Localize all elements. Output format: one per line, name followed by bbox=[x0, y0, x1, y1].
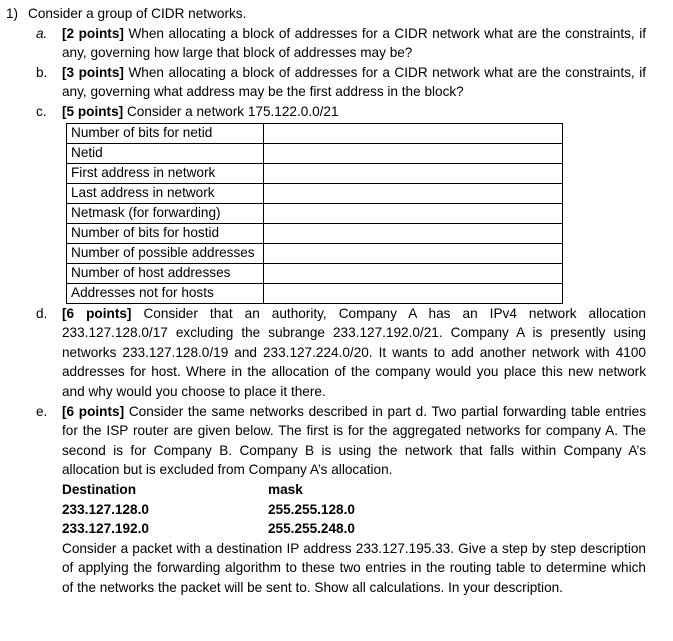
forwarding-entry bbox=[62, 500, 646, 520]
mask-value: 255.255.248.0 bbox=[268, 521, 355, 537]
part-e-closing: Consider a packet with a destination IP address 233.127.195.33. Give a step by step description of applying the forwarding algorithm to these two entries in the routing table to determine which of the networks the packet will be sent to. Show all calculations. In your description. bbox=[62, 540, 646, 595]
table-row bbox=[67, 143, 563, 163]
forwarding-table-header bbox=[62, 480, 646, 500]
part-c bbox=[32, 102, 646, 122]
table-row bbox=[67, 223, 563, 243]
network-table bbox=[66, 123, 563, 304]
row-label: Number of bits for hostid bbox=[67, 223, 264, 243]
table-row bbox=[67, 243, 563, 263]
part-c-points: [5 points] bbox=[62, 103, 124, 119]
part-c-label: c. bbox=[36, 103, 47, 119]
part-c-text: Consider a network 175.122.0.0/21 bbox=[123, 103, 339, 119]
part-a-text: When allocating a block of addresses for a CIDR network what are the constraints, if any, governing how large that block of addresses may be? bbox=[62, 25, 646, 61]
table-row bbox=[67, 123, 563, 143]
part-a-label: a. bbox=[36, 25, 48, 41]
answer-cell[interactable] bbox=[264, 183, 563, 203]
row-label: Number of possible addresses bbox=[67, 243, 264, 263]
forwarding-entry bbox=[62, 519, 646, 539]
part-b-points: [3 points] bbox=[62, 64, 124, 80]
question-1 bbox=[6, 4, 646, 597]
part-d-text: Consider that an authority, Company A has an IPv4 network allocation 233.127.128.0/17 excluding the subrange 233.127.192.0/21. Company A is presently using networks 233.127.128.0/19 and 233.127.224.0/20. It wants to add another network with 4100 addresses for host. Where in the allocation of the company would you place this new network and why would you choose to place it there. bbox=[62, 305, 646, 399]
part-b-text: When allocating a block of addresses for a CIDR network what are the constraints, if any, governing what address may be the first address in the block? bbox=[62, 64, 646, 100]
table-row bbox=[67, 203, 563, 223]
answer-cell[interactable] bbox=[264, 243, 563, 263]
part-e-label: e. bbox=[36, 403, 48, 419]
part-d-points: [6 points] bbox=[62, 305, 132, 321]
table-row bbox=[67, 283, 563, 303]
answer-cell[interactable] bbox=[264, 223, 563, 243]
part-a-points: [2 points] bbox=[62, 25, 124, 41]
part-e bbox=[32, 402, 646, 598]
table-row bbox=[67, 163, 563, 183]
part-e-text: Consider the same networks described in part d. Two partial forwarding table entries for the ISP router are given below. The first is for the aggregated networks for company A. The second is for Company B. Company B is using the network that falls within Company A’s allocation but is excluded from Company A’s allocation. bbox=[62, 403, 646, 478]
row-label: Addresses not for hosts bbox=[67, 283, 264, 303]
answer-cell[interactable] bbox=[264, 143, 563, 163]
row-label: Last address in network bbox=[67, 183, 264, 203]
column-destination: Destination bbox=[62, 481, 137, 497]
part-e-points: [6 points] bbox=[62, 403, 125, 419]
answer-cell[interactable] bbox=[264, 283, 563, 303]
part-d-label: d. bbox=[36, 305, 48, 321]
table-row bbox=[67, 263, 563, 283]
part-b-label: b. bbox=[36, 64, 48, 80]
destination-value: 233.127.192.0 bbox=[62, 521, 149, 537]
part-a bbox=[32, 24, 646, 63]
row-label: Number of host addresses bbox=[67, 263, 264, 283]
destination-value: 233.127.128.0 bbox=[62, 501, 149, 517]
mask-value: 255.255.128.0 bbox=[268, 501, 355, 517]
question-header bbox=[6, 4, 646, 24]
part-b bbox=[32, 63, 646, 102]
part-d bbox=[32, 304, 646, 402]
row-label: Number of bits for netid bbox=[67, 123, 264, 143]
table-row bbox=[67, 183, 563, 203]
row-label: Netmask (for forwarding) bbox=[67, 203, 264, 223]
question-number: 1) bbox=[6, 6, 19, 21]
column-mask: mask bbox=[268, 481, 303, 497]
row-label: Netid bbox=[67, 143, 264, 163]
question-title: Consider a group of CIDR networks. bbox=[28, 6, 247, 21]
row-label: First address in network bbox=[67, 163, 264, 183]
answer-cell[interactable] bbox=[264, 203, 563, 223]
forwarding-table bbox=[62, 480, 646, 539]
answer-cell[interactable] bbox=[264, 163, 563, 183]
answer-cell[interactable] bbox=[264, 263, 563, 283]
answer-cell[interactable] bbox=[264, 123, 563, 143]
